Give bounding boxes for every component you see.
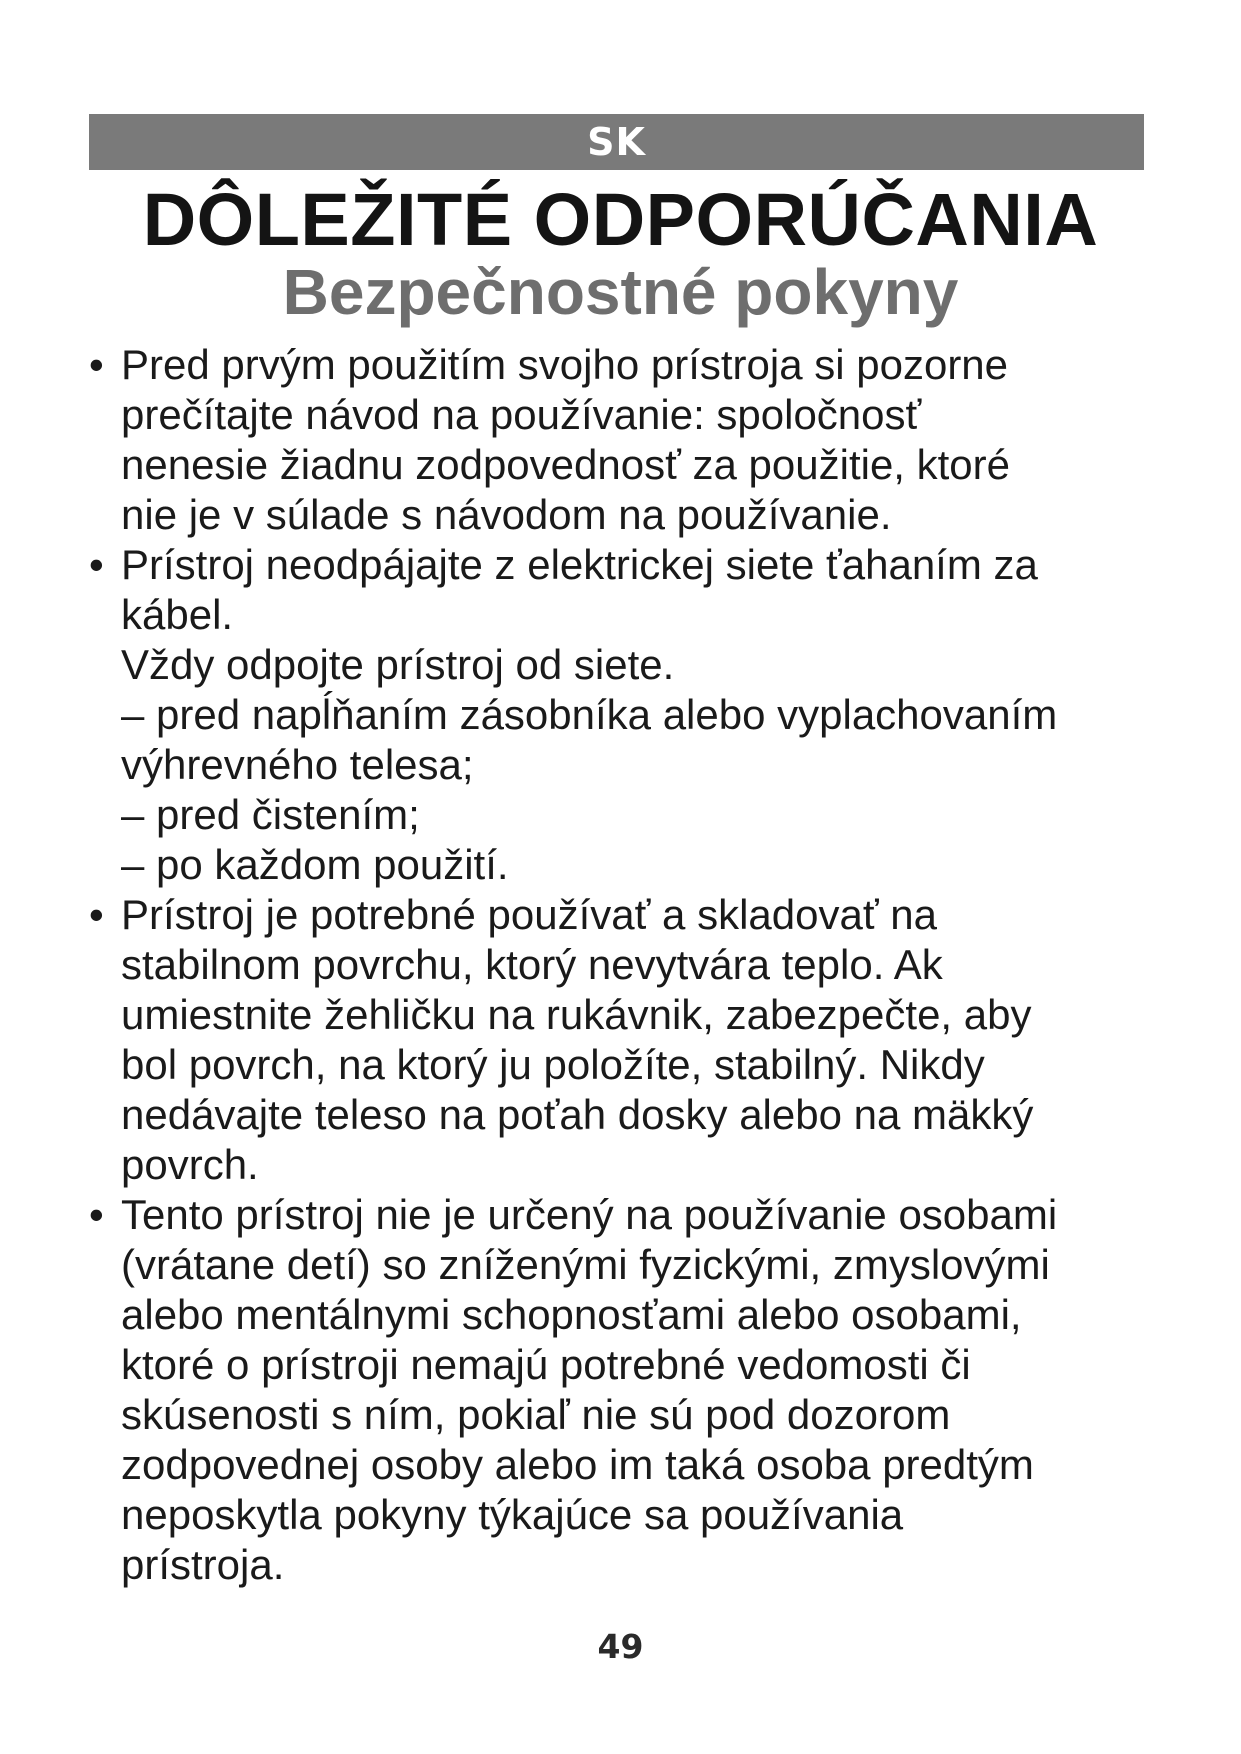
item-line: umiestnite žehličku na rukávnik, zabezpečte, aby [121,991,1032,1038]
page-number: 49 [597,1627,644,1666]
item-line: – pred čistením; [121,791,420,838]
item-line: nie je v súlade s návodom na používanie. [121,491,892,538]
list-item [89,890,1169,1190]
item-line: Pred prvým použitím svojho prístroja si pozorne [121,341,1009,388]
bullet-icon: • [89,891,104,938]
bullet-icon: • [89,341,104,388]
item-line: alebo mentálnymi schopnosťami alebo osobami, [121,1291,1022,1338]
language-bar [89,114,1144,170]
item-line: Prístroj je potrebné používať a skladovať na [121,891,937,938]
language-code: SK [587,120,646,164]
item-line: neposkytla pokyny týkajúce sa používania [121,1491,904,1538]
item-line: skúsenosti s ním, pokiaľ nie sú pod dozorom [121,1391,951,1438]
item-line: Vždy odpojte prístroj od siete. [121,641,675,688]
item-line: výhrevného telesa; [121,741,474,788]
item-line: – po každom použití. [121,841,509,888]
item-line: kábel. [121,591,234,638]
list-item [89,340,1169,540]
bullet-icon: • [89,1191,104,1238]
item-line: (vrátane detí) so zníženými fyzickými, zmyslovými [121,1241,1050,1288]
item-line: Tento prístroj nie je určený na používanie osobami [121,1191,1058,1238]
item-line: – pred napĺňaním zásobníka alebo vyplachovaním [121,691,1058,738]
item-line: nedávajte teleso na poťah dosky alebo na mäkký [121,1091,1034,1138]
item-line: bol povrch, na ktorý ju položíte, stabilný. Nikdy [121,1041,985,1088]
page-title: DÔLEŽITÉ ODPORÚČANIA [142,178,1099,261]
item-line: Prístroj neodpájajte z elektrickej siete ťahaním za [121,541,1038,588]
safety-instructions-list [89,340,1169,1590]
item-line: ktoré o prístroji nemajú potrebné vedomosti či [121,1341,971,1388]
item-line: stabilnom povrchu, ktorý nevytvára teplo. Ak [121,941,943,988]
item-line: zodpovednej osoby alebo im taká osoba predtým [121,1441,1034,1488]
item-line: prečítajte návod na používanie: spoločnosť [121,391,922,438]
item-line: nenesie žiadnu zodpovednosť za použitie, ktoré [121,441,1011,488]
item-line: prístroja. [121,1541,285,1588]
page-subtitle: Bezpečnostné pokyny [282,256,959,328]
bullet-icon: • [89,541,104,588]
list-item [89,1190,1169,1590]
list-item [89,540,1169,890]
item-line: povrch. [121,1141,259,1188]
